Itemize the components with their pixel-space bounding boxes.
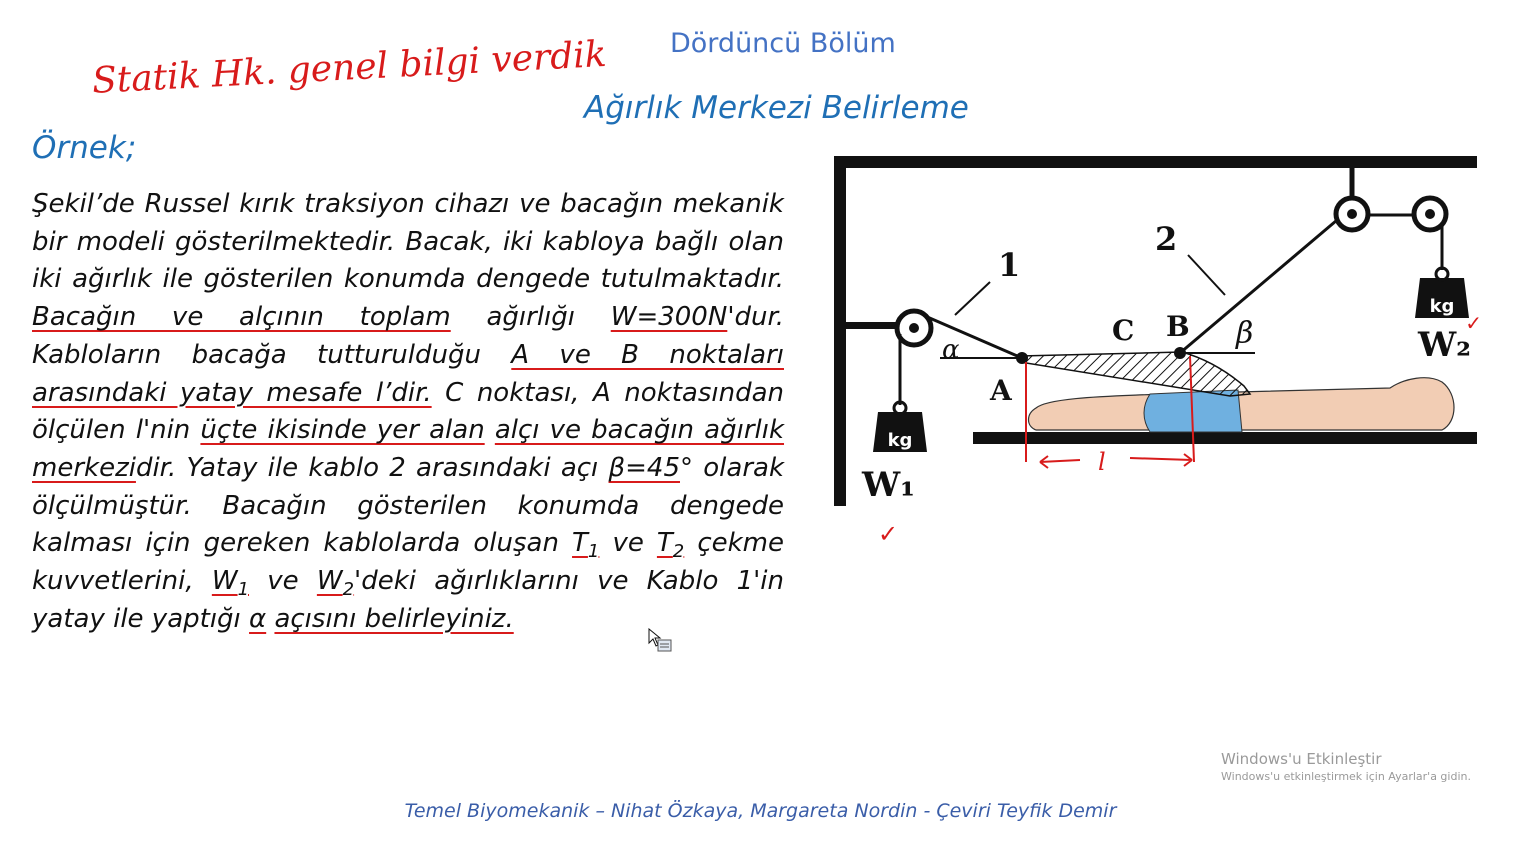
label-A: A xyxy=(990,374,1012,407)
example-label: Örnek; xyxy=(32,130,137,166)
page-title: Ağırlık Merkezi Belirleme xyxy=(584,90,969,126)
handwritten-note-text: Statik Hk. genel bilgi verdik xyxy=(91,33,608,102)
label-C: C xyxy=(1112,314,1135,347)
weight-w1-unit: kg xyxy=(887,430,913,451)
footer-citation: Temel Biyomekanik – Nihat Özkaya, Margareta Nordin - Çeviri Teyfik Demir xyxy=(404,800,1117,822)
tension-T1: $T_1$ xyxy=(572,528,600,563)
text-segment: dir. Yatay ile kablo 2 arasındaki açı xyxy=(135,452,609,483)
label-beta: β xyxy=(1236,316,1254,351)
text-segment: çekme kuvvetlerini, xyxy=(32,528,784,597)
weight-W2: $W_2$ xyxy=(316,566,355,601)
underlined-phrase: alçı ve bacağın ağırlık merkezi xyxy=(32,415,785,483)
text-segment: ve xyxy=(249,566,317,597)
weight-w2-unit: kg xyxy=(1429,296,1455,317)
bed xyxy=(973,432,1477,444)
label-W1: W₁ xyxy=(862,465,916,505)
underlined-phrase: A ve B noktaları arasındaki yatay mesafe l’dir. xyxy=(32,339,784,408)
check-mark-w1: ✓ xyxy=(878,520,899,548)
cable-2 xyxy=(1180,215,1343,353)
text-segment: ° olarak ölçülmüştür. Bacağın gösterilen konumda dengede kalması için gereken kablolarda oluşan xyxy=(32,452,784,559)
underlined-phrase: W=300N xyxy=(610,302,728,333)
text-segment: 'dur. Kabloların bacağa tutturulduğu xyxy=(32,302,785,370)
text-segment: C noktası, A noktasından ölçülen l'nin xyxy=(32,377,784,446)
text-segment: Şekil’de Russel kırık traksiyon cihazı ve bacağın mekanik bir modeli gösterilmektedir. Bacak, iki kabloya bağlı olan iki ağırlık ile gösterilen konumda dengede tutulmaktadır. xyxy=(32,189,784,295)
text-segment: 'deki ağırlıklarını ve Kablo 1'in yatay ile yaptığı xyxy=(32,566,784,634)
mouse-cursor xyxy=(648,628,674,656)
watermark-line-1: Windows'u Etkinleştir xyxy=(1221,750,1382,768)
text-segment xyxy=(485,415,495,445)
cable-1 xyxy=(925,316,1022,358)
text-segment: ve xyxy=(599,528,657,559)
underlined-phrase: açısını belirleyiniz. xyxy=(274,603,514,634)
text-segment: ağırlığı xyxy=(450,302,611,333)
alpha-symbol: α xyxy=(249,603,267,634)
traction-diagram xyxy=(830,150,1490,550)
watermark-line-2: Windows'u etkinleştirmek için Ayarlar'a gidin. xyxy=(1221,770,1471,783)
label-B: B xyxy=(1166,310,1190,343)
underlined-phrase: Bacağın ve alçının toplam xyxy=(32,302,451,333)
label-alpha: α xyxy=(942,335,960,365)
windows-activation-watermark xyxy=(1221,750,1471,783)
point-B-dot xyxy=(1174,347,1186,359)
check-mark-w2: ✓ xyxy=(1465,311,1482,335)
tension-T2: $T_2$ xyxy=(656,528,685,563)
frame-top-bar xyxy=(834,156,1477,168)
label-W2: W₂ xyxy=(1418,325,1472,365)
chapter-heading: Dördüncü Bölüm xyxy=(670,28,896,59)
handwritten-note xyxy=(88,32,628,112)
label-cable-1: 1 xyxy=(998,246,1021,284)
leg-cast xyxy=(1020,352,1250,396)
frame-left-post xyxy=(834,156,846,506)
underlined-phrase: üçte ikisinde yer alan xyxy=(200,415,485,446)
problem-statement xyxy=(32,186,784,638)
label-cable-2: 2 xyxy=(1155,220,1178,258)
underlined-phrase: β=45 xyxy=(608,452,680,483)
weight-W1: $W_1$ xyxy=(211,566,250,601)
length-l-label: l xyxy=(1098,448,1106,476)
